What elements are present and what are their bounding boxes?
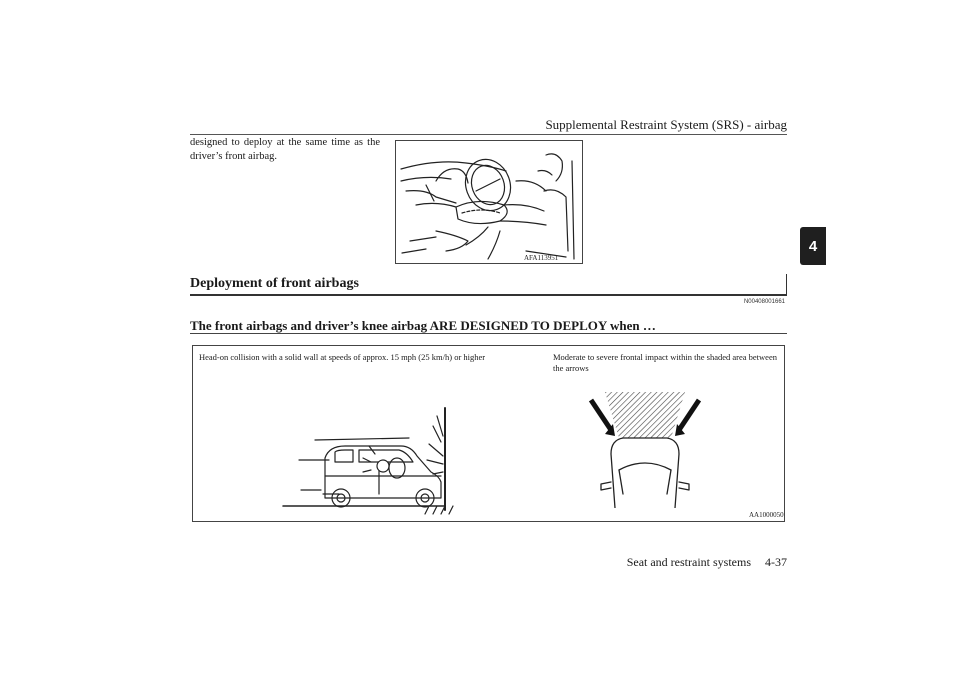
box-figure-code: AA1000050: [749, 511, 784, 519]
knee-airbag-illustration: [395, 140, 583, 264]
figure-code: AFA113951: [524, 254, 559, 262]
shaded-impact-zone: [605, 392, 685, 438]
head-on-collision-illustration: [279, 406, 479, 518]
document-code: N00408001661: [743, 299, 785, 305]
intro-paragraph: designed to deploy at the same time as the driver’s front airbag.: [190, 137, 380, 162]
dashboard-drawing: [396, 141, 582, 263]
left-caption: Head-on collision with a solid wall at speeds of approx. 15 mph (25 km/h) or higher: [199, 352, 486, 362]
frontal-impact-zone-illustration: [585, 390, 705, 508]
deployment-conditions-box: [192, 345, 785, 522]
page-footer: [627, 555, 787, 570]
subheading-rule: [190, 333, 787, 334]
page-number: 4-37: [765, 555, 787, 569]
chapter-tab[interactable]: 4: [800, 227, 826, 265]
header-title: Supplemental Restraint System (SRS) - airbag: [545, 117, 787, 132]
footer-section: Seat and restraint systems: [626, 555, 751, 569]
subheading: The front airbags and driver’s knee airbag ARE DESIGNED TO DEPLOY when …: [190, 318, 656, 333]
right-caption: Moderate to severe frontal impact within the shaded area between the arrows: [553, 352, 777, 373]
section-rule: [190, 294, 787, 296]
header-rule: [190, 134, 787, 135]
section-rule-end: [786, 274, 787, 295]
section-heading: Deployment of front airbags: [190, 276, 359, 291]
